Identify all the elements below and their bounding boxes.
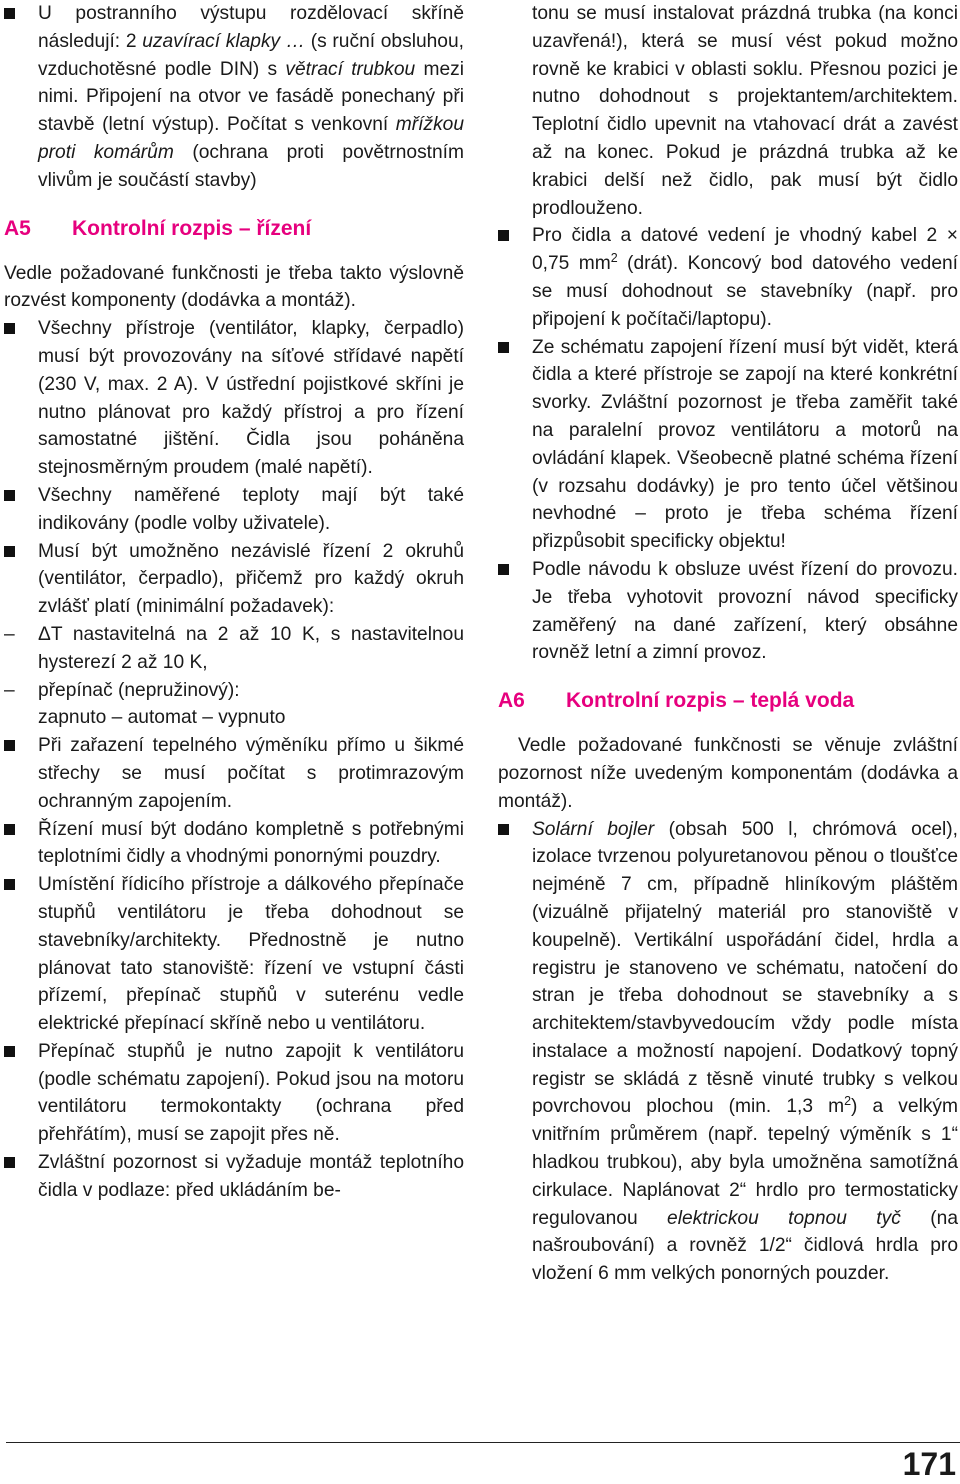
list-item <box>498 222 958 333</box>
text-run: ) a velkým vnitřním průměrem (např. tepelný výměník s 1“ hladkou trubkou), aby byla umožněna samotížná cirkulace. Naplánovat 2“ hrdlo pro termostaticky regulovanou <box>532 1096 959 1229</box>
text-run: mezi nimi. Připojení na otvor ve fasádě ponechaný při stavbě (letní výstup). Počítat s venkovní <box>38 58 464 136</box>
text-run: (s ruční obsluhou, vzduchotěsné podle DIN) s <box>38 30 464 80</box>
list-item: Všechny naměřené teploty mají být také indikovány (podle volby uživatele). <box>4 482 464 538</box>
list-item: Ze schématu zapojení řízení musí být vidět, která čidla a které přístroje se zapojí na které konkrétní svorky. Zvláštní pozornost je třeba zaměřit také na paralelní provoz ventilátoru a motorů na ovládání klapek. Všeobecně platné schéma řízení (v rozsahu dodávky) je pro tento účel většinou nevhodné – proto je třeba schéma řízení přizpůsobit specificky objektu! <box>498 334 958 556</box>
section-title: Kontrolní rozpis – teplá voda <box>566 689 855 713</box>
section-number: A6 <box>498 689 525 713</box>
dash-item <box>4 677 464 705</box>
list-item: Přepínač stupňů je nutno zapojit k ventilátoru (podle schématu zapojení). Pokud jsou na motoru ventilátoru termokontakty (ochrana před přehřátím), musí se zapojit přes ně. <box>4 1038 464 1149</box>
page-number: 171 <box>902 1446 956 1482</box>
list-item: Umístění řídicího přístroje a dálkového přepínače stupňů ventilátoru je třeba dohodnout se stavebníky/architekty. Přednostně je nutno plánovat tato stanoviště: řízení ve vstupní části přízemí, přepínač stupňů v suterénu vedle elektrické přepínací skříně nebo u ventilátoru. <box>4 871 464 1038</box>
dash-continuation: zapnuto – automat – vypnuto <box>38 707 286 729</box>
list-item: Zvláštní pozornost si vyžaduje montáž teplotního čidla v podlaze: před ukládáním be- <box>4 1149 464 1205</box>
italic-run: mřížkou proti komárům <box>38 114 464 163</box>
footer-rule <box>6 1442 960 1443</box>
italic-run: Solární bojler <box>532 818 655 840</box>
text-run: (drát). Koncový bod datového vedení se musí dohodnout se stavebníky (např. pro připojení k počítači/laptopu). <box>532 253 958 330</box>
italic-run: uzavírací klapky … <box>142 30 306 52</box>
italic-run: elektrickou topnou tyč <box>667 1207 901 1229</box>
section-heading-a5 <box>4 214 464 244</box>
section-intro: Vedle požadované funkčnosti je třeba takto výslovně rozvést komponenty (dodávka a montáž). <box>4 262 464 312</box>
italic-run: větrací trubkou <box>285 58 416 80</box>
list-item <box>498 816 958 1289</box>
section-number: A5 <box>4 216 31 240</box>
section-intro: Vedle požadované funkčnosti se věnuje zvláštní pozornost níže uvedeným komponentám (dodávka a montáž). <box>498 735 958 812</box>
left-column <box>4 0 464 1205</box>
text-run: U postranního výstupu rozdělovací skříně následují: 2 <box>38 3 464 52</box>
dash-mark: – <box>4 623 15 645</box>
superscript: 2 <box>610 251 618 266</box>
superscript: 2 <box>844 1094 852 1109</box>
text-run: (ochrana proti povětrnostním vlivům je součástí stavby) <box>38 141 464 191</box>
list-item: Musí být umožněno nezávislé řízení 2 okruhů (ventilátor, čerpadlo), přičemž pro každý okruh zvlášť platí (minimální požadavek): <box>4 538 464 621</box>
dash-item <box>4 621 464 677</box>
section-heading-a6 <box>498 686 958 716</box>
continuation-paragraph: tonu se musí instalovat prázdná trubka (na konci uzavřená!), která se musí vést pokud možno rovně ke krabici v oblasti soklu. Přesnou pozici je nutno dohodnout s projektantem/architektem. Teplotní čidlo upevnit na vtahovací drát a zavést až na konec. Pokud je prázdná trubka až ke krabici delší než čidlo, pak musí být čidlo prodlouženo. <box>532 3 958 219</box>
list-item: Při zařazení tepelného výměníku přímo u šikmé střechy se musí počítat s protimrazovým ochranným zapojením. <box>4 732 464 815</box>
section-title: Kontrolní rozpis – řízení <box>72 216 312 240</box>
text-run: (na našroubování) a rovněž 1/2“ čidlová hrdla pro vložení 6 mm velkých ponorných pouzder. <box>532 1207 958 1285</box>
dash-mark: – <box>4 679 15 701</box>
text-run: Pro čidla a datové vedení je vhodný kabel 2 × 0,75 mm <box>532 225 958 275</box>
intro-bullet <box>4 0 464 195</box>
list-item: Řízení musí být dodáno kompletně s potřebnými teplotními čidly a vhodnými ponornými pouzdry. <box>4 816 464 872</box>
list-item: Všechny přístroje (ventilátor, klapky, čerpadlo) musí být provozovány na síťové střídavé napětí (230 V, max. 2 A). V ústřední pojistkové skříni je nutno plánovat pro každý přístroj a pro řízení samostatné jištění. Čidla jsou poháněna stejnosměrným proudem (malé napětí). <box>4 315 464 482</box>
right-column <box>498 0 958 1288</box>
text-run: (obsah 500 l, chrómová ocel), izolace tvrzenou polyuretanovou pěnou o tloušťce nejméně 7 cm, případně hliníkovým pláštěm (vizuálně přijatelný materiál pro stanoviště v koupelně). Vertikální uspořádání čidel, hrdla a registru je stanoveno ve schématu, natočení do stran je třeba dohodnout se stavebníky a s architektem/stavbyvedoucím vždy podle místa instalace a možností napojení. Dodatkový topný registr se skládá z těsně vinuté trubky s velkou povrchovou plochou (min. 1,3 m <box>532 818 958 1118</box>
dash-text: přepínač (nepružinový): <box>38 679 240 701</box>
dash-text: ΔT nastavitelná na 2 až 10 K, s nastavitelnou hysterezí 2 až 10 K, <box>38 623 464 673</box>
list-item: Podle návodu k obsluze uvést řízení do provozu. Je třeba vyhotovit provozní návod specificky zaměřený na dané zařízení, který obsáhne rovněž letní a zimní provoz. <box>498 556 958 667</box>
